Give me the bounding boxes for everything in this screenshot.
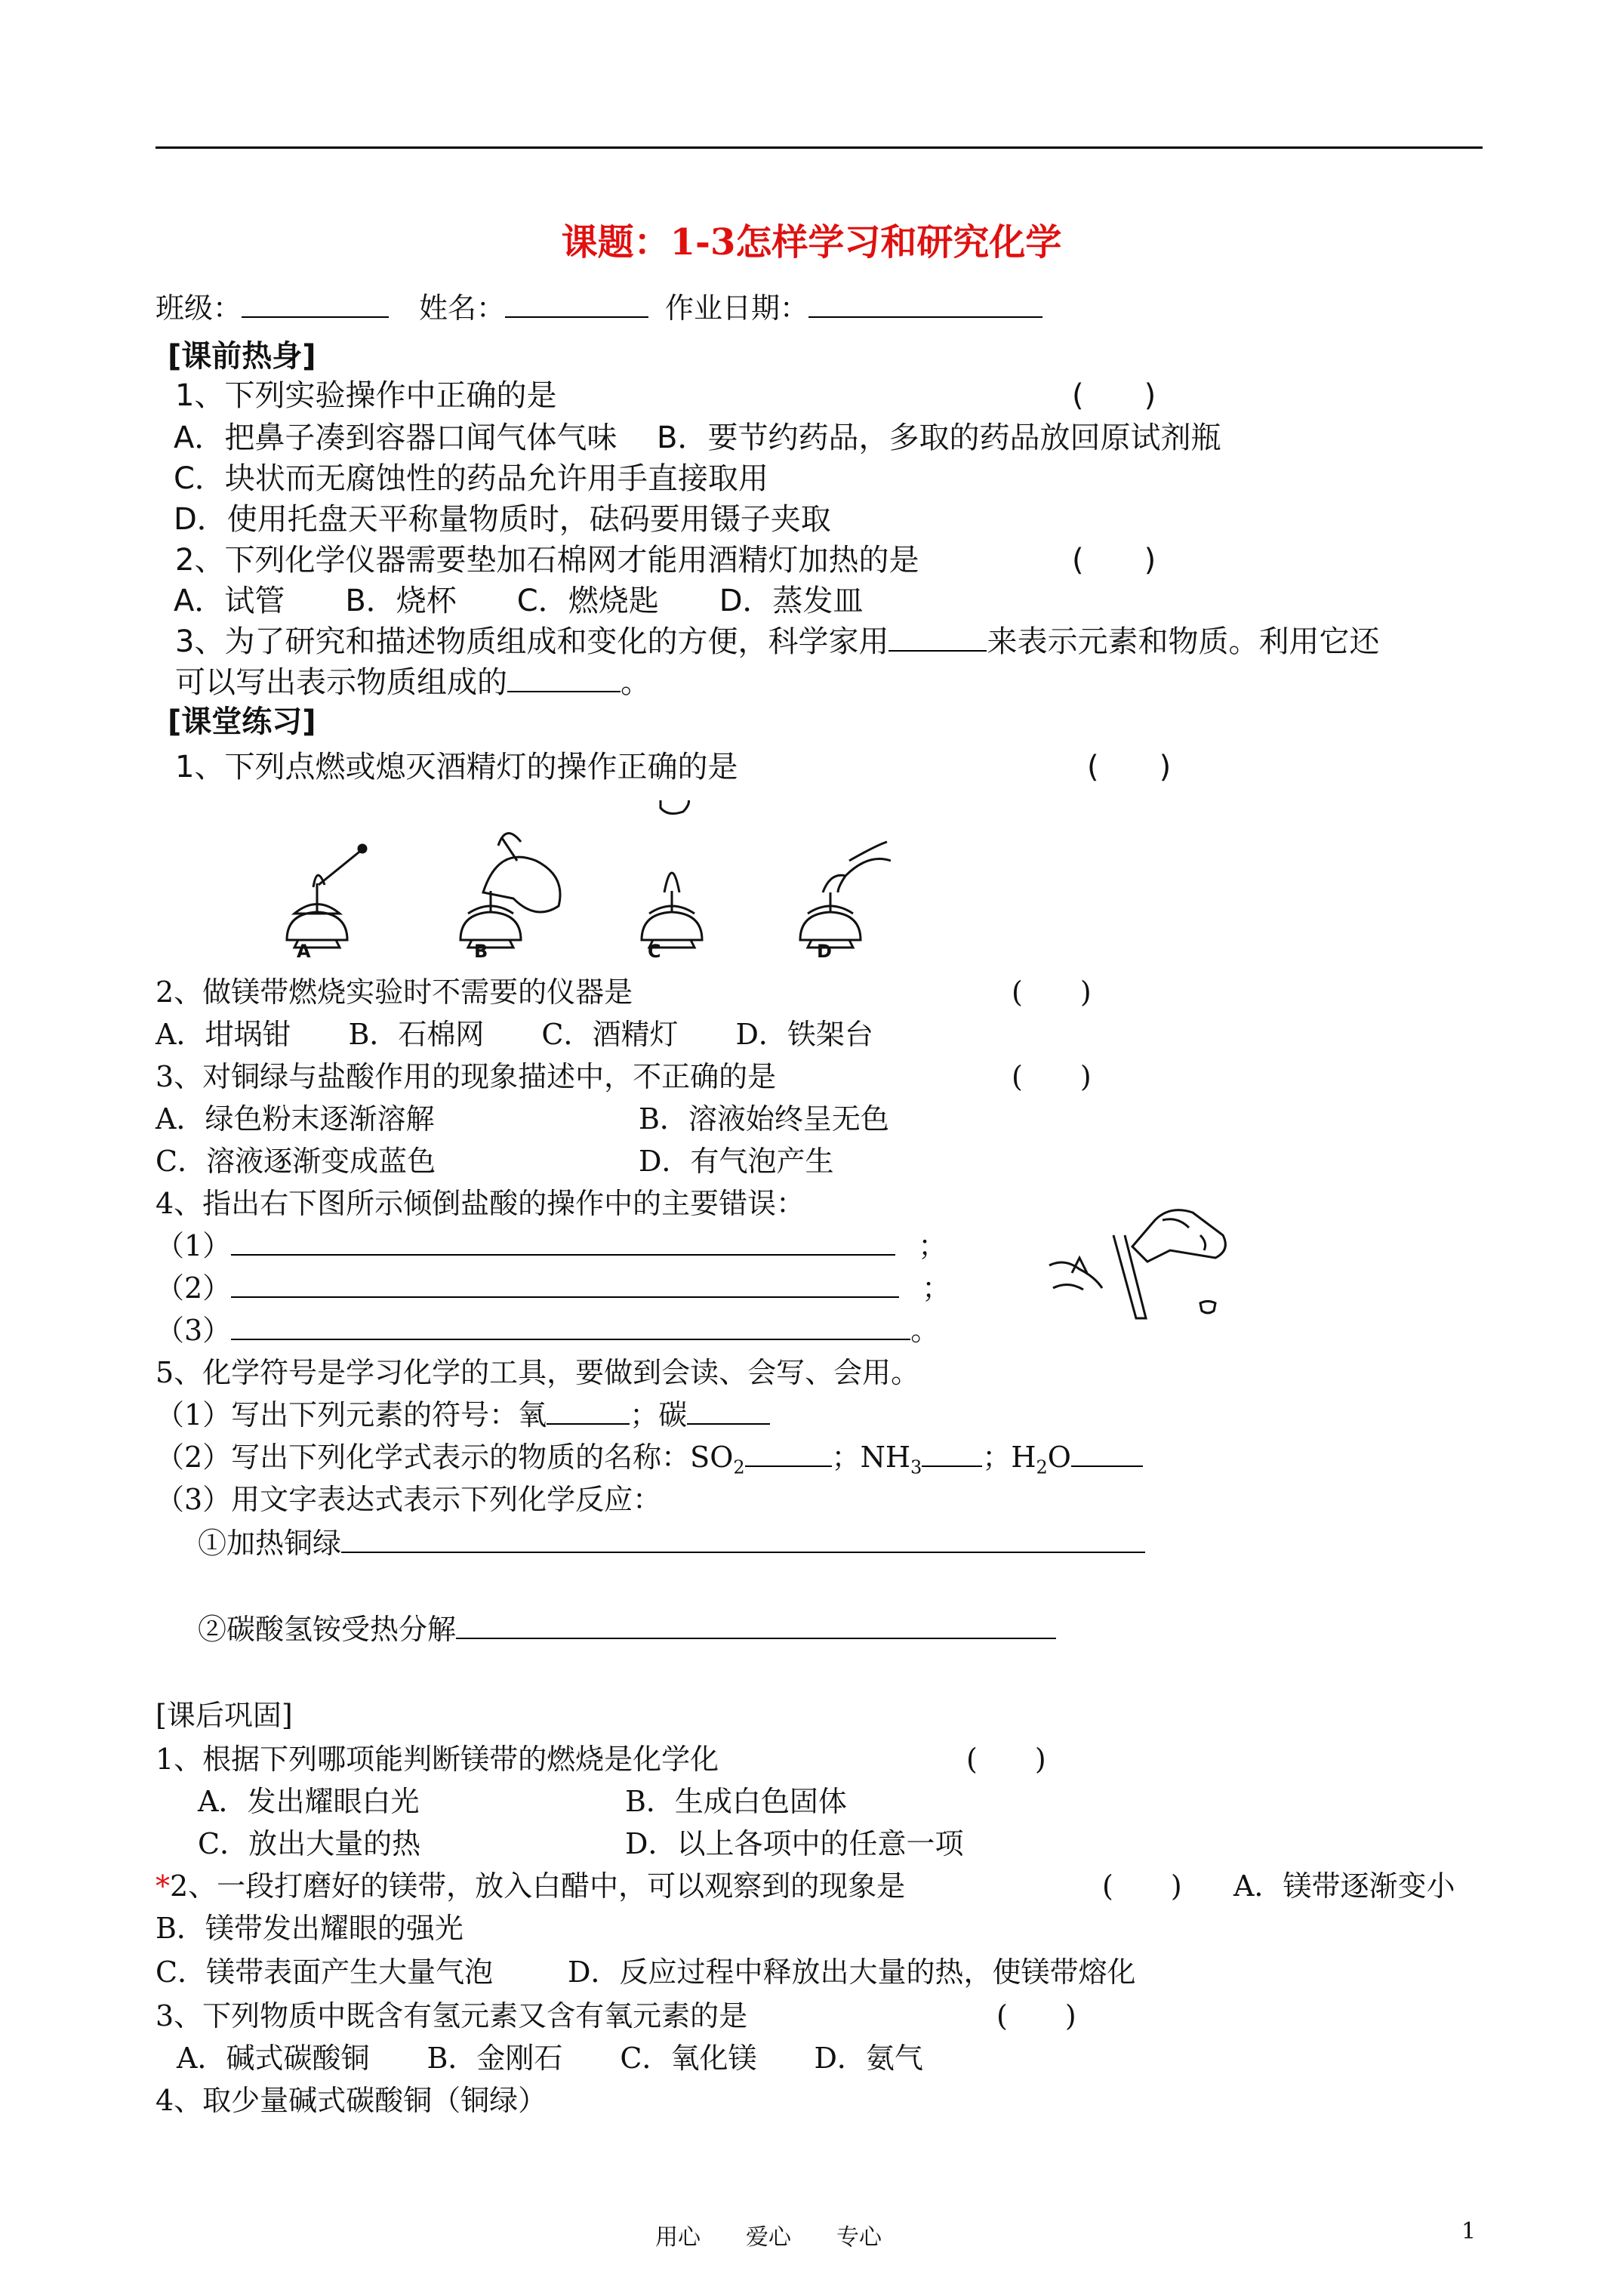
lamp-c-figure xyxy=(642,800,702,948)
s2q3-answer-paren[interactable]: ( ) xyxy=(1012,1060,1092,1093)
footer-motto: 用心 爱心 专心 xyxy=(655,2224,882,2251)
q2-stem: 2、下列化学仪器需要垫加石棉网才能用酒精灯加热的是 xyxy=(175,543,919,578)
section-header-warmup: [课前热身] xyxy=(168,339,316,374)
h2o-subscript: 2 xyxy=(1036,1456,1048,1478)
nh3-subscript: 3 xyxy=(910,1456,922,1478)
lamp-label-c: C xyxy=(648,941,661,962)
q1-option-a: A．把鼻子凑到容器口闻气体气味 xyxy=(174,421,617,455)
oxygen-symbol-blank[interactable] xyxy=(547,1422,630,1425)
alcohol-lamp-figures xyxy=(272,800,891,966)
s2q5-stem: 5、化学符号是学习化学的工具，要做到会读、会写、会用。 xyxy=(156,1356,920,1389)
student-info-line xyxy=(156,291,1042,326)
s3q1-answer-paren[interactable]: ( ) xyxy=(966,1743,1046,1776)
s2q3-option-c: C．溶液逐渐变成蓝色 xyxy=(156,1145,436,1178)
s2q1-answer-paren[interactable]: ( ) xyxy=(1087,750,1172,784)
class-label: 班级： xyxy=(156,291,242,325)
s2q4-item-3 xyxy=(156,1314,939,1348)
h2o-text-a: ；H xyxy=(982,1441,1036,1474)
s3q1-option-b: B．生成白色固体 xyxy=(625,1785,847,1818)
s2q5-sub3: （3）用文字表达式表示下列化学反应： xyxy=(156,1483,662,1516)
q2-answer-paren[interactable]: ( ) xyxy=(1072,543,1156,578)
page-title: 课题：1-3怎样学习和研究化学 xyxy=(561,221,1062,264)
nh3-text: ；NH xyxy=(831,1441,911,1474)
s3q1-stem: 1、根据下列哪项能判断镁带的燃烧是化学化 xyxy=(156,1743,719,1776)
item-1-semicolon: ； xyxy=(918,1229,947,1262)
q3-text-2: 来表示元素和物质。利用它还 xyxy=(987,624,1380,659)
s2q4-item-1 xyxy=(156,1229,947,1264)
s2q3-option-b: B．溶液始终呈无色 xyxy=(639,1102,889,1136)
s2q2-stem: 2、做镁带燃烧实验时不需要的仪器是 xyxy=(156,975,633,1009)
reaction-2-label: ②碳酸氢铵受热分解 xyxy=(198,1613,457,1646)
q1-stem: 1、下列实验操作中正确的是 xyxy=(175,378,557,413)
s3q3-options: A．碱式碳酸铜 B．金刚石 C．氧化镁 D．氨气 xyxy=(177,2042,923,2075)
reaction-2-blank[interactable] xyxy=(456,1637,1056,1639)
s2q5-sub1 xyxy=(156,1398,770,1433)
section-header-review: [课后巩固] xyxy=(156,1699,293,1732)
lamp-label-a: A xyxy=(297,941,311,962)
name-blank[interactable] xyxy=(505,316,648,318)
name-label: 姓名： xyxy=(419,291,506,325)
pouring-acid-figure xyxy=(1042,1205,1238,1326)
s3q2-option-a: A．镁带逐渐变小 xyxy=(1233,1869,1455,1903)
item-3-blank[interactable] xyxy=(231,1338,910,1340)
q1-option-b: B．要节约药品，多取的药品放回原试剂瓶 xyxy=(657,421,1221,455)
s5-1-text: （1）写出下列元素的符号：氧 xyxy=(156,1398,547,1432)
s3q3-stem: 3、下列物质中既含有氢元素又含有氧元素的是 xyxy=(156,1999,748,2032)
s3q1-option-a: A．发出耀眼白光 xyxy=(198,1785,420,1818)
s3q2-answer-paren[interactable]: ( ) xyxy=(1102,1869,1182,1903)
lamp-label-b: B xyxy=(474,941,488,962)
lamp-label-d: D xyxy=(817,941,832,962)
s5-1-carbon: ；碳 xyxy=(630,1398,688,1432)
s2q2-answer-paren[interactable]: ( ) xyxy=(1012,975,1092,1009)
s3q2-stem: 2、一段打磨好的镁带，放入白醋中，可以观察到的现象是 xyxy=(170,1869,906,1903)
item-3-label: （3） xyxy=(156,1314,232,1347)
lamp-b-figure xyxy=(460,834,560,948)
date-label: 作业日期： xyxy=(665,291,809,325)
class-blank[interactable] xyxy=(242,316,389,318)
s2q1-stem: 1、下列点燃或熄灭酒精灯的操作正确的是 xyxy=(175,750,738,784)
s2q2-options: A．坩埚钳 B．石棉网 C．酒精灯 D．铁架台 xyxy=(156,1018,873,1051)
s3q2-option-b: B．镁带发出耀眼的强光 xyxy=(156,1912,463,1945)
s3q1-option-d: D．以上各项中的任意一项 xyxy=(625,1827,964,1860)
section-header-classwork: [课堂练习] xyxy=(168,704,316,739)
q3-text-3: 可以写出表示物质组成的 xyxy=(175,665,507,700)
q1-option-c: C．块状而无腐蚀性的药品允许用手直接取用 xyxy=(174,461,768,496)
item-2-blank[interactable] xyxy=(231,1296,899,1298)
q3-text-1: 3、为了研究和描述物质组成和变化的方便，科学家用 xyxy=(175,624,889,659)
q1-answer-paren[interactable]: ( ) xyxy=(1072,378,1156,413)
item-1-blank[interactable] xyxy=(231,1253,895,1256)
item-2-semicolon: ； xyxy=(922,1271,951,1305)
reaction-1-label: ①加热铜绿 xyxy=(198,1527,342,1560)
date-blank[interactable] xyxy=(808,316,1042,318)
item-3-period: 。 xyxy=(910,1314,940,1347)
s5-2-text: （2）写出下列化学式表示的物质的名称：SO xyxy=(156,1441,734,1474)
s2q3-option-d: D．有气泡产生 xyxy=(639,1145,834,1178)
s3q4-stem: 4、取少量碱式碳酸铜（铜绿） xyxy=(156,2084,547,2117)
s3q2-line1 xyxy=(156,1869,905,1904)
q3-line1 xyxy=(175,624,1379,660)
q3-blank-1[interactable] xyxy=(888,649,987,652)
h2o-text-b: O xyxy=(1047,1441,1071,1474)
s2q5-reaction-1 xyxy=(198,1527,1145,1561)
q3-blank-2[interactable] xyxy=(507,690,621,692)
so2-subscript: 2 xyxy=(733,1456,745,1478)
challenge-star: * xyxy=(156,1869,170,1903)
nh3-name-blank[interactable] xyxy=(922,1465,982,1467)
q2-options: A．试管 B．烧杯 C．燃烧匙 D．蒸发皿 xyxy=(174,584,864,618)
h2o-name-blank[interactable] xyxy=(1071,1465,1143,1467)
s2q4-item-2 xyxy=(156,1271,950,1306)
lamp-d-figure xyxy=(800,842,891,948)
s2q5-reaction-2 xyxy=(198,1613,1056,1647)
reaction-1-blank[interactable] xyxy=(341,1551,1145,1553)
s2q4-stem: 4、指出右下图所示倾倒盐酸的操作中的主要错误： xyxy=(156,1187,805,1220)
item-1-label: （1） xyxy=(156,1229,232,1262)
s3q2-option-c: C．镁带表面产生大量气泡 xyxy=(156,1955,494,1989)
s2q5-sub2 xyxy=(156,1441,1143,1478)
s3q3-answer-paren[interactable]: ( ) xyxy=(996,1999,1076,2032)
header-rule xyxy=(156,146,1483,149)
s3q2-option-d: D．反应过程中释放出大量的热，使镁带熔化 xyxy=(568,1955,1136,1989)
q1-option-d: D．使用托盘天平称量物质时，砝码要用镊子夹取 xyxy=(174,502,831,537)
s2q3-stem: 3、对铜绿与盐酸作用的现象描述中，不正确的是 xyxy=(156,1060,777,1093)
carbon-symbol-blank[interactable] xyxy=(687,1422,770,1425)
item-2-label: （2） xyxy=(156,1271,232,1305)
lamp-a-figure xyxy=(287,845,366,948)
s2q3-option-a: A．绿色粉末逐渐溶解 xyxy=(156,1102,435,1136)
s3q1-option-c: C．放出大量的热 xyxy=(198,1827,421,1860)
q3-text-4: 。 xyxy=(621,665,651,700)
so2-name-blank[interactable] xyxy=(745,1465,832,1467)
q3-line2 xyxy=(175,664,651,701)
page-number: 1 xyxy=(1461,2218,1477,2245)
